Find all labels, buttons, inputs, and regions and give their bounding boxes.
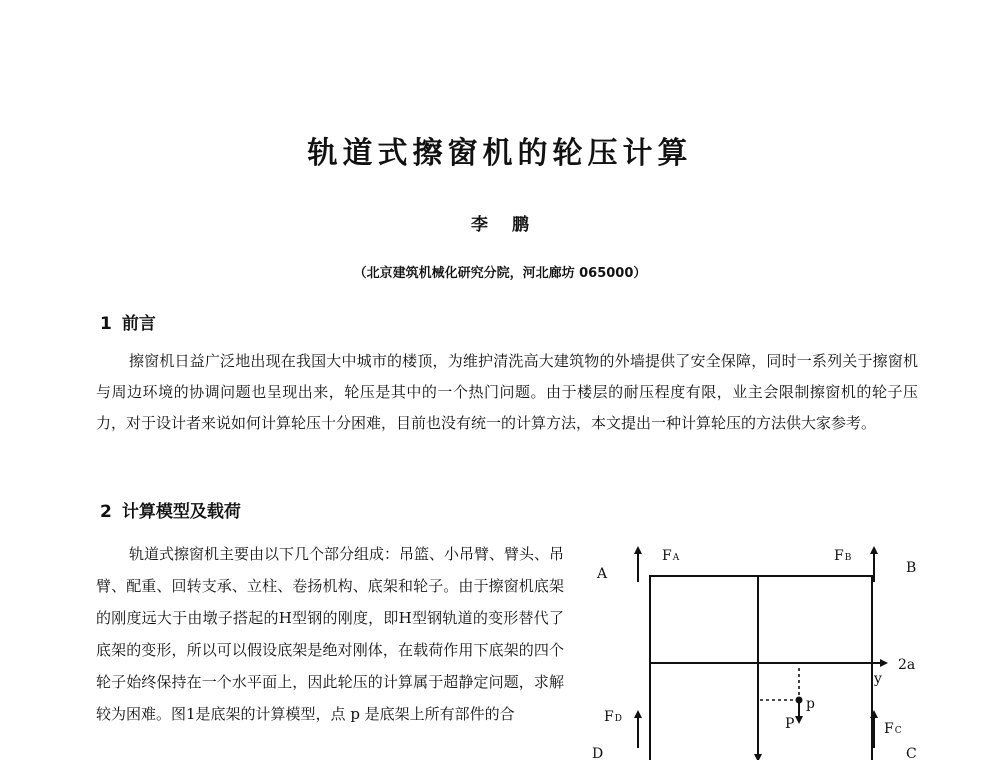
chassis-frame	[650, 576, 872, 760]
section-heading-2	[100, 497, 241, 522]
corner-label-d: D	[592, 746, 604, 760]
corner-label-b: B	[906, 560, 917, 576]
axis-label-y: y	[874, 671, 882, 687]
corner-label-a: A	[597, 566, 608, 582]
point-label-p: p	[806, 696, 815, 712]
paper-title: 轨道式擦窗机的轮压计算	[307, 136, 693, 171]
section-number-1: 1	[100, 314, 112, 334]
chassis-diagram	[586, 536, 926, 760]
section-2-paragraph: 轨道式擦窗机主要由以下几个部分组成：吊篮、小吊臂、臂头、吊臂、配重、回转支承、立柱、卷扬机构、底架和轮子。由于擦窗机底架的刚度远大于由墩子搭起的H型钢的刚度，即H型钢轨道的变形替代了底架的变形，所以可以假设底架是绝对刚体，在载荷作用下底架的四个轮子始终保持在一个水平面上，因此轮压的计算属于超静定问题，求解较为困难。图1是底架的计算模型，点 p 是底架上所有部件的合	[96, 545, 565, 723]
force-label-d: FD	[604, 709, 622, 725]
force-label-a: FA	[662, 548, 680, 564]
figure-1-chassis-model	[586, 536, 926, 760]
section-number-2: 2	[100, 502, 112, 522]
author-affiliation: （北京建筑机械化研究分院，河北廊坊 065000）	[353, 266, 647, 281]
section-title-1: 前言	[121, 314, 156, 334]
corner-label-c: C	[906, 746, 917, 760]
force-label-b: FB	[834, 548, 852, 564]
dimension-label-2a: 2a	[898, 657, 916, 673]
section-heading-1	[100, 309, 156, 334]
author-name: 李 鹏	[471, 215, 529, 235]
section-1-paragraph: 擦窗机日益广泛地出现在我国大中城市的楼顶，为维护清洗高大建筑物的外墙提供了安全保障，同时一系列关于擦窗机与周边环境的协调问题也呈现出来，轮压是其中的一个热门问题。由于楼层的耐压程度有限，业主会限制擦窗机的轮子压力，对于设计者来说如何计算轮压十分困难，目前也没有统一的计算方法，本文提出一种计算轮压的方法供大家参考。	[96, 352, 918, 432]
load-label-P: P	[785, 716, 795, 732]
force-label-c: FC	[884, 721, 902, 737]
section-title-2: 计算模型及载荷	[121, 502, 241, 522]
